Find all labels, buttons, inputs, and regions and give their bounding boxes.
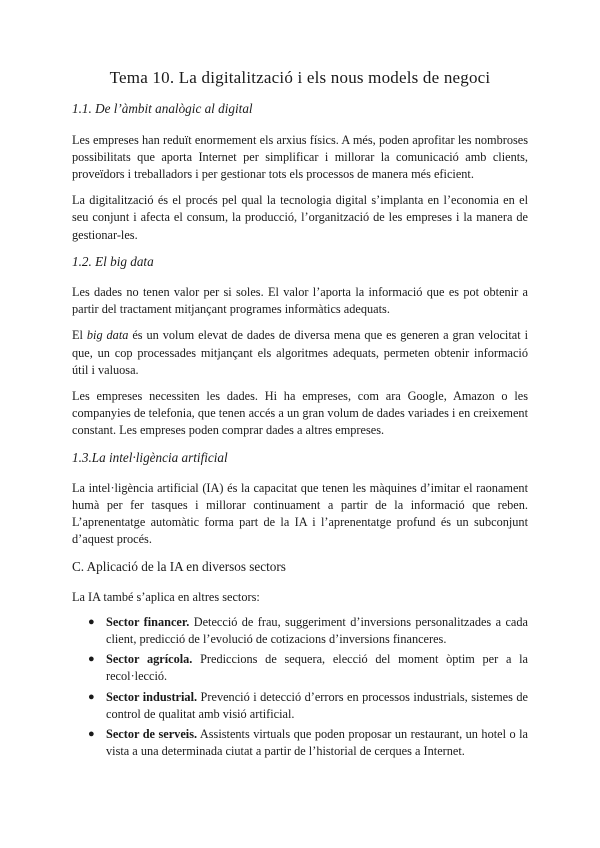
bullet-icon: ● <box>88 615 95 628</box>
paragraph: Les empreses necessiten les dades. Hi ha empreses, com ara Google, Amazon o les companyies de telefonia, que tenen accés a un gran volum de dades variades i en creixement constant. Les empreses poden comprar dades a altres empreses. <box>72 388 528 438</box>
section-heading-ai: 1.3.La intel·ligència artificial <box>72 449 228 465</box>
bullet-icon: ● <box>88 690 95 703</box>
sector-text: Prevenció i detecció d’errors en processos industrials, sistemes de control de qualitat amb visió artificial. <box>106 689 528 721</box>
sector-text: Assistents virtuals que poden proposar un restaurant, un hotel o la vista a una determinada ciutat a partir de l’historial de cerques a Internet. <box>106 727 528 759</box>
sector-label: Sector agrícola. <box>106 652 193 667</box>
paragraph <box>72 327 528 379</box>
sector-label: Sector industrial. <box>106 689 198 704</box>
sector-label: Sector de serveis. <box>106 727 198 742</box>
paragraph: La IA també s’aplica en altres sectors: <box>72 589 260 604</box>
list-item <box>88 651 528 685</box>
sector-text: Prediccions de sequera, elecció del moment òptim per a la recol·lecció. <box>106 652 528 684</box>
paragraph: Les empreses han reduït enormement els arxius físics. A més, poden aprofitar les nombroses possibilitats que aporta Internet per simplificar i millorar la comunicació amb clients, proveïdors i treballadors i per gestionar tots els processos de manera més eficient. <box>72 132 528 181</box>
paragraph: La intel·ligència artificial (IA) és la capacitat que tenen les màquines d’imitar el raonament humà per fer tasques i millorar continuament a partir de la informació que reben. L’aprenentatge automàtic forma part de la IA i l’aprenentatge profund és un subconjunt d’aquest procés. <box>72 480 528 547</box>
section-heading-ai-sectors: C. Aplicació de la IA en diversos sectors <box>72 558 286 574</box>
sector-text: Detecció de frau, suggeriment d’inversions personalitzades a cada client, predicció de l’evolució de cotizacions d’inversions financeres. <box>106 614 528 647</box>
text-run: El <box>72 328 87 343</box>
paragraph: La digitalització és el procés pel qual la tecnologia digital s’implanta en l’economia en el seu conjunt i afecta el consum, la producció, l’organització de les empreses i la manera de gestionar-les. <box>72 193 528 242</box>
section-heading-big-data: 1.2. El big data <box>72 253 154 269</box>
text-run: és un volum elevat de dades de diversa mena que es generen a gran velocitat i que, un cop processades mitjançant els algoritmes adequats, permeten obtenir informació útil i valuosa. <box>72 328 528 377</box>
bullet-icon: ● <box>88 653 95 666</box>
list-item <box>88 689 528 723</box>
list-item <box>88 614 528 648</box>
bullet-icon: ● <box>88 728 95 741</box>
page-title: Tema 10. La digitalització i els nous models de negoci <box>109 68 491 87</box>
list-item <box>88 726 528 760</box>
big-data-term: big data <box>86 328 129 343</box>
sector-list <box>72 614 528 761</box>
sector-label: Sector financer. <box>106 614 190 629</box>
section-heading-analog-digital: 1.1. De l’àmbit analògic al digital <box>72 101 253 117</box>
paragraph: Les dades no tenen valor per si soles. El valor l’aporta la informació que es pot obtenir a partir del tractament mitjançant programes informàtics adequats. <box>72 284 528 317</box>
